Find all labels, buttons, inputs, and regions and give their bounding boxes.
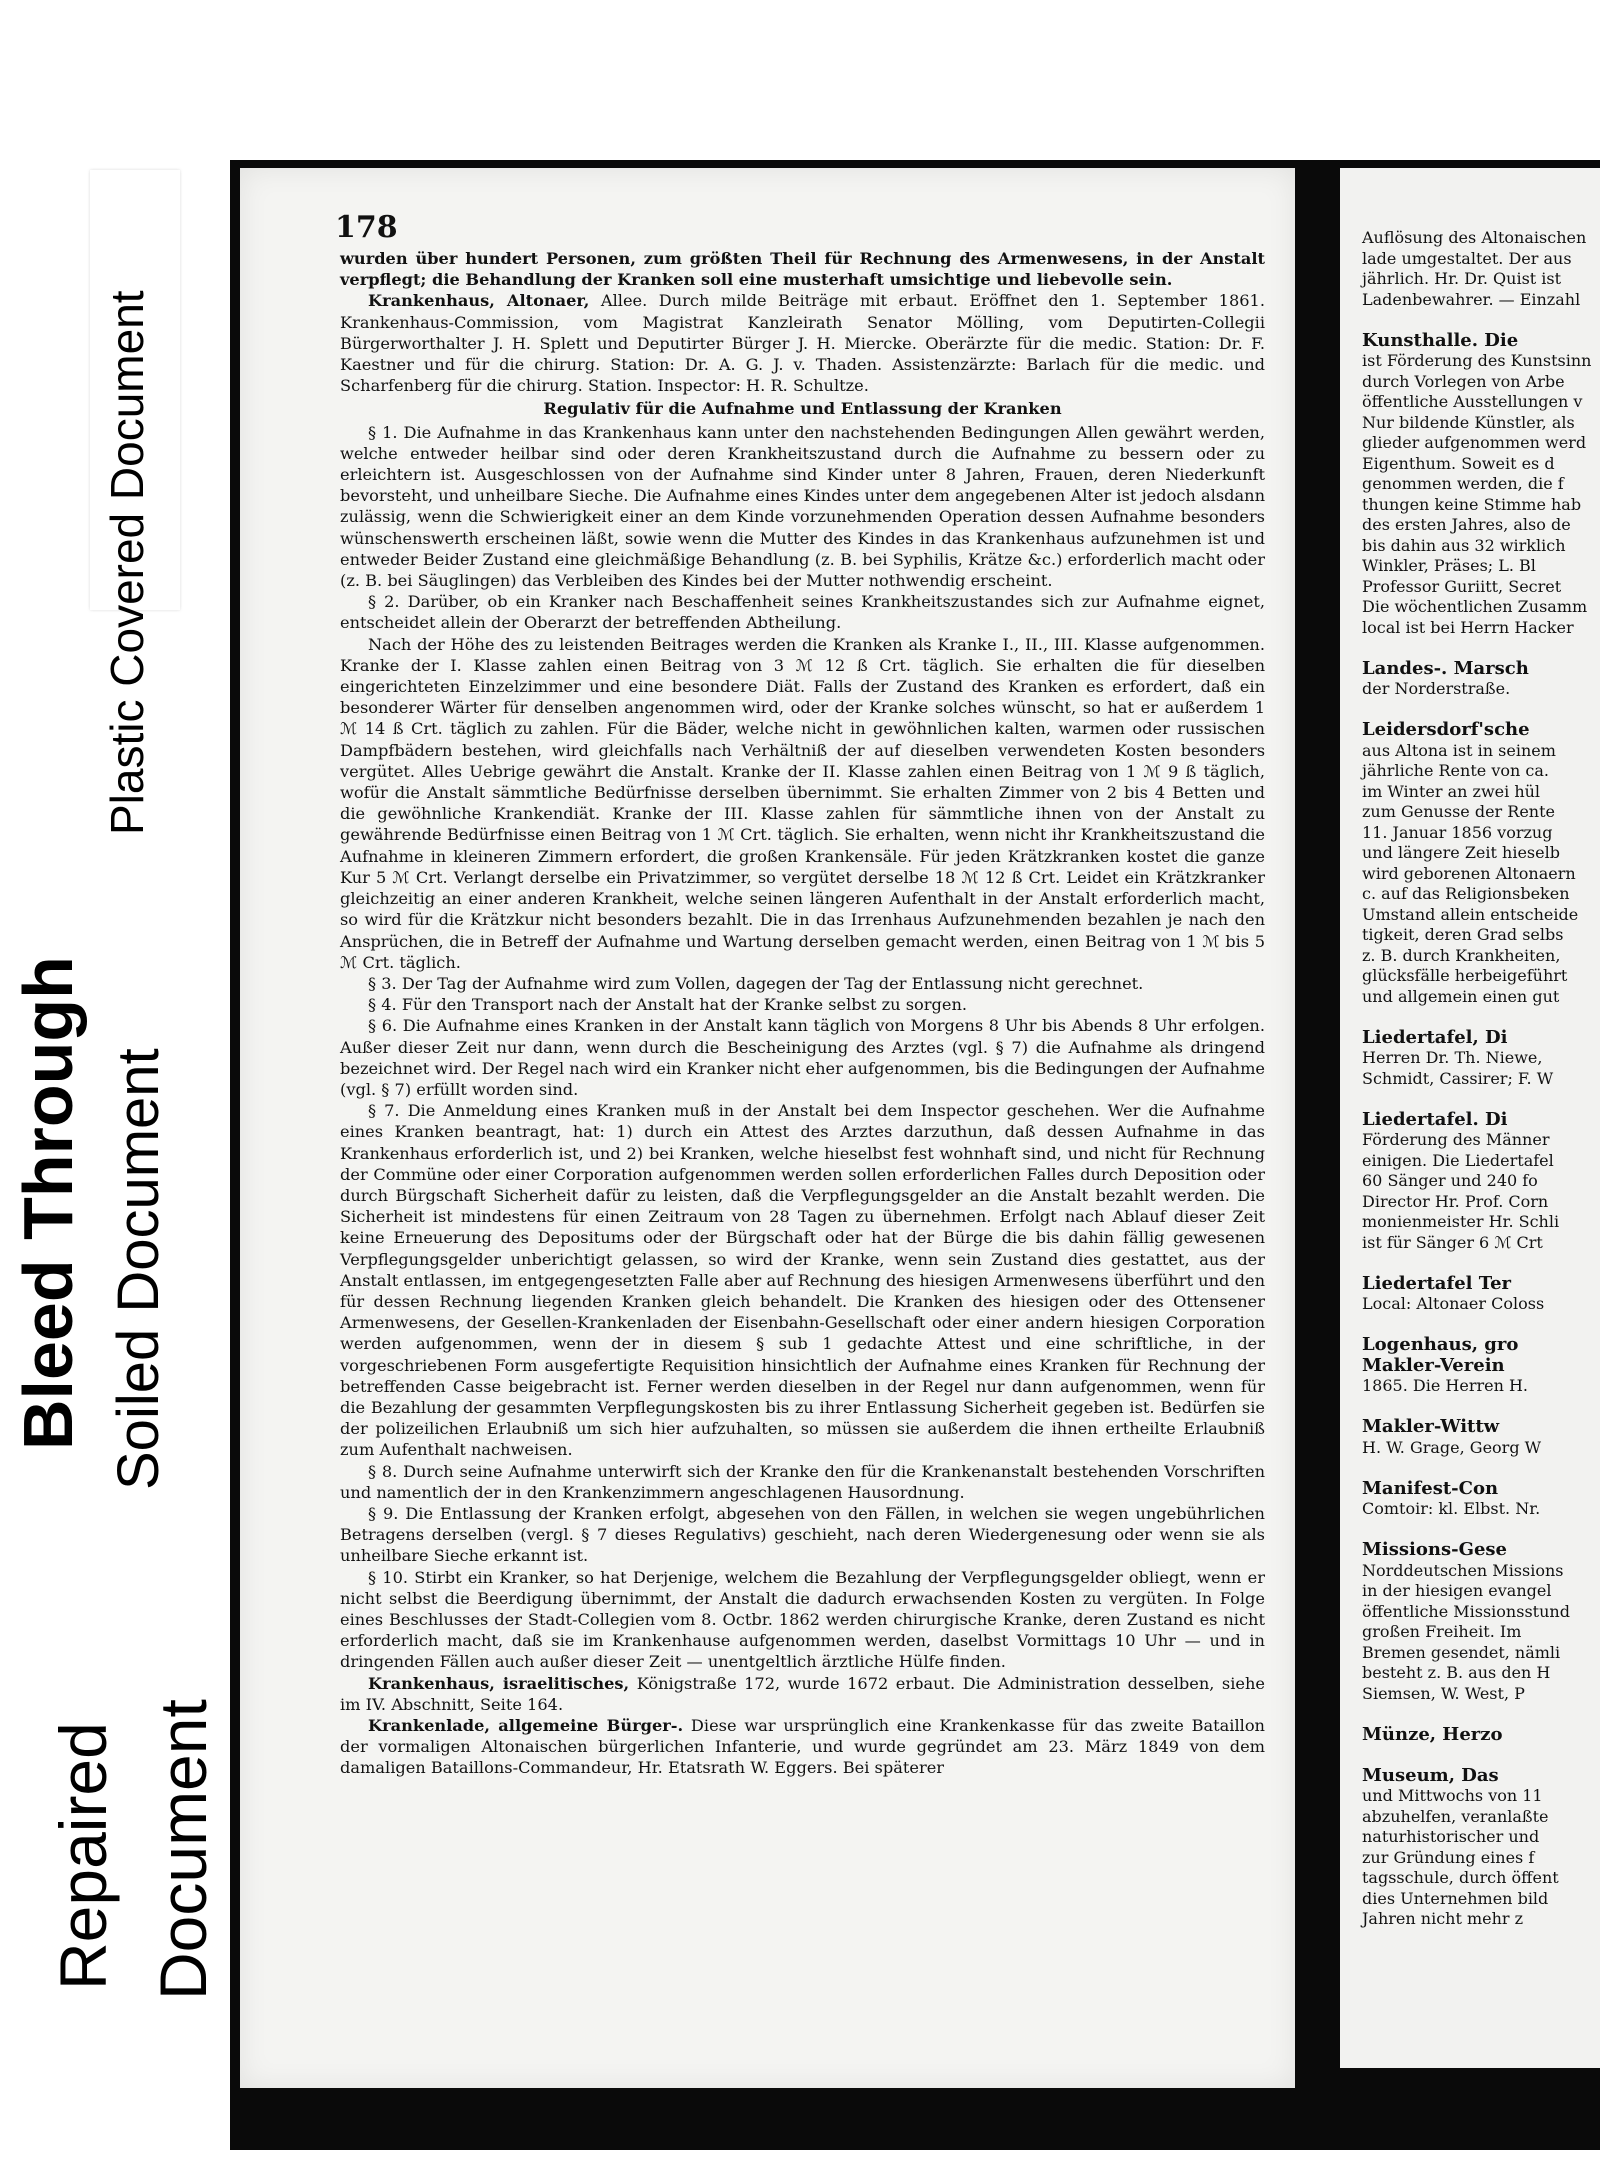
- section-8: § 8. Durch seine Aufnahme unterwirft sich der Kranke den für die Krankenanstalt bestehenden Vorschriften und namentlich der in den Krankenzimmern angeschlagenen Hausordnung.: [340, 1461, 1265, 1502]
- right-column-line: zur Gründung eines f: [1362, 1847, 1535, 1867]
- right-column-line: öffentliche Ausstellungen v: [1362, 392, 1583, 411]
- label-repaired-2: Document: [146, 1699, 220, 2000]
- right-column-line: und Mittwochs von 11: [1362, 1786, 1543, 1805]
- right-column-line: im Winter an zwei hül: [1362, 781, 1541, 801]
- main-column: [340, 248, 1265, 1779]
- section-6: § 6. Die Aufnahme eines Kranken in der Anstalt kann täglich von Morgens 8 Uhr bis Abends 8 Uhr erfolgen. Außer dieser Zeit nur dann, wenn durch die Bescheinigung des Arztes (vgl. § 7) die Aufnahme als dringend bezeichnet wird. Der Regel nach wird ein Kranker nicht eher aufgenommen, bis die Bedingungen der Aufnahme (vgl. § 7) erfüllt worden sind.: [340, 1016, 1265, 1099]
- right-column-line: bis dahin aus 32 wirklich: [1362, 535, 1566, 555]
- section-4: § 4. Für den Transport nach der Anstalt hat der Kranke selbst zu sorgen.: [368, 995, 968, 1015]
- entry-krankenlade: [340, 1715, 1265, 1779]
- page-number: 178: [335, 210, 398, 245]
- right-column-line: [1362, 1520, 1600, 1541]
- right-column-line: Liedertafel Ter: [1362, 1272, 1512, 1294]
- right-column-line: großen Freiheit. Im: [1362, 1622, 1522, 1641]
- label-strips: [0, 0, 230, 2177]
- right-column-line: Liedertafel. Di: [1362, 1108, 1508, 1130]
- right-column-line: Local: Altonaer Coloss: [1362, 1294, 1545, 1313]
- right-column-line: abzuhelfen, veranlaßte: [1362, 1806, 1549, 1826]
- right-column-line: durch Vorlegen von Arbe: [1362, 371, 1565, 391]
- right-column-line: Makler-Verein: [1362, 1354, 1505, 1376]
- lade-text: Diese war ursprünglich eine Krankenkasse für das zweite Bataillon der vormaligen Altonaischen bürgerlichen Infanterie, und wurde gegründet am 23. März 1849 von dem damaligen Bataillons-Commandeur, Hr. Etatsrath W. Eggers. Bei späterer: [340, 1716, 1265, 1778]
- section-9: § 9. Die Entlassung der Kranken erfolgt, abgesehen von den Fällen, in welchen sie wegen ungebührlichen Betragens derselben (vergl. § 7 dieses Regulativs) geschieht, nach deren Wiedergenesung oder wenn sie als unheilbare Sieche erkannt ist.: [340, 1503, 1265, 1566]
- right-column-line: monienmeister Hr. Schli: [1362, 1212, 1560, 1231]
- right-column-line: naturhistorischer und: [1362, 1827, 1540, 1846]
- right-column-line: Director Hr. Prof. Corn: [1362, 1191, 1549, 1211]
- right-column-line: 11. Januar 1856 vorzug: [1362, 822, 1553, 842]
- right-column-line: thungen keine Stimme hab: [1362, 494, 1582, 514]
- right-column-line: besteht z. B. aus den H: [1362, 1663, 1551, 1682]
- right-column-line: Makler-Wittw: [1362, 1416, 1500, 1437]
- right-column-line: 1865. Die Herren H.: [1362, 1376, 1529, 1395]
- right-column-line: glieder aufgenommen werd: [1362, 433, 1587, 452]
- right-column-line: H. W. Grage, Georg W: [1362, 1437, 1542, 1457]
- right-column-line: [1362, 1253, 1600, 1274]
- right-column-line: der Norderstraße.: [1362, 679, 1511, 698]
- right-column-line: in der hiesigen evangel: [1362, 1581, 1552, 1600]
- right-column-line: Schmidt, Cassirer; F. W: [1362, 1068, 1554, 1088]
- right-column-line: Logenhaus, gro: [1362, 1334, 1519, 1355]
- right-column-line: Herren Dr. Th. Niewe,: [1362, 1048, 1543, 1067]
- right-column-line: [1362, 310, 1600, 331]
- right-column-line: Comtoir: kl. Elbst. Nr.: [1362, 1499, 1541, 1518]
- right-column: [1362, 228, 1600, 1930]
- right-column-line: und längere Zeit hieselb: [1362, 843, 1560, 862]
- section-1: § 1. Die Aufnahme in das Krankenhaus kann unter den nachstehenden Bedingungen Allen gewährt werden, welche entweder heilbar sind oder deren Krankheitszustand durch die Aufnahme zu bessern oder zu erleichtern ist. Ausgeschlossen von der Aufnahme sind Kinder unter 8 Jahren, Frauen, deren Niederkunft bevorsteht, und unheilbare Sieche. Die Aufnahme eines Kindes unter dem angegebenen Alter ist jedoch alsdann zulässig, wenn die Schwierigkeit einer an dem Kinde vorzunehmenden Operation dessen Aufnahme besonders wünschenswerth erscheinen läßt, sowie wenn die Mutter des Kindes in das Krankenhaus aufzunehmen ist und entweder Beider Zustand eine gleichmäßige Behandlung (z. B. bei Syphilis, Krätze &c.) erforderlich macht oder (z. B. bei Säuglingen) das Verbleiben des Kindes bei der Mutter nothwendig erscheint.: [340, 422, 1265, 591]
- section-3: § 3. Der Tag der Aufnahme wird zum Vollen, dagegen der Tag der Entlassung nicht gerechnet.: [368, 973, 1144, 993]
- right-column-line: jährliche Rente von ca.: [1362, 761, 1549, 780]
- right-column-line: Bremen gesendet, nämli: [1362, 1642, 1561, 1662]
- right-column-line: tigkeit, deren Grad selbs: [1362, 925, 1564, 944]
- right-column-line: z. B. durch Krankheiten,: [1362, 945, 1561, 965]
- right-column-line: Professor Guriitt, Secret: [1362, 576, 1562, 596]
- right-column-line: 60 Sänger und 240 fo: [1362, 1171, 1538, 1190]
- label-repaired-1: Repaired: [46, 1722, 120, 1990]
- right-column-line: [1362, 1704, 1600, 1725]
- right-column-line: Landes-. Marsch: [1362, 657, 1529, 679]
- entry-altona-hospital: [340, 290, 1265, 396]
- right-column-line: Kunsthalle. Die: [1362, 329, 1519, 351]
- right-column-line: dies Unternehmen bild: [1362, 1888, 1549, 1908]
- right-column-line: Münze, Herzo: [1362, 1723, 1503, 1745]
- israel-title: Krankenhaus, israelitisches,: [368, 1673, 630, 1693]
- right-column-line: des ersten Jahres, also de: [1362, 515, 1571, 534]
- right-column-line: öffentliche Missionsstund: [1362, 1601, 1570, 1621]
- right-column-line: genommen werden, die f: [1362, 474, 1564, 493]
- right-column-line: einigen. Die Liedertafel: [1362, 1150, 1554, 1170]
- entry-israelite-hospital: [340, 1673, 1265, 1715]
- right-column-line: Missions-Gese: [1362, 1539, 1507, 1560]
- right-column-line: Ladenbewahrer. — Einzahl: [1362, 289, 1581, 309]
- right-column-line: ist für Sänger 6 ℳ Crt: [1362, 1232, 1543, 1252]
- right-column-line: Norddeutschen Missions: [1362, 1560, 1564, 1580]
- right-column-line: tagsschule, durch öffent: [1362, 1868, 1559, 1887]
- right-column-line: und allgemein einen gut: [1362, 986, 1560, 1006]
- right-column-line: jährlich. Hr. Dr. Quist ist: [1362, 269, 1562, 288]
- right-column-line: lade umgestaltet. Der aus: [1362, 248, 1572, 268]
- intro-paragraph: wurden über hundert Personen, zum größten Theil für Rechnung des Armenwesens, in der Anstalt verpflegt; die Behandlung der Kranken soll eine musterhaft umsichtige und liebevolle sein.: [340, 249, 1265, 290]
- regulativ-heading: Regulativ für die Aufnahme und Entlassung der Kranken: [543, 399, 1062, 419]
- right-column-line: [1362, 1745, 1600, 1766]
- right-column-line: Auflösung des Altonaischen: [1362, 228, 1587, 247]
- right-column-line: Liedertafel, Di: [1362, 1026, 1508, 1048]
- label-soiled: Soiled Document: [106, 1048, 171, 1490]
- section-10: § 10. Stirbt ein Kranker, so hat Derjenige, welchem die Bezahlung der Verpflegungsgelder obliegt, wenn er nicht selbst die Beerdigung übernimmt, der Anstalt die dadurch erwachsenden Kosten zu vergüten. In Folge eines Beschlusses der Stadt-Collegien vom 8. Octbr. 1862 werden chirurgische Kranke, deren Zustand es nicht erforderlich macht, daß sie im Krankenhause aufgenommen werden, daselbst Vormittags 10 Uhr — und in dringenden Fällen auch außer dieser Zeit — unentgeltlich ärztliche Hülfe finden.: [340, 1567, 1265, 1672]
- section-7: § 7. Die Anmeldung eines Kranken muß in der Anstalt bei dem Inspector geschehen. Wer die Aufnahme eines Kranken beantragt, hat: 1) durch ein Attest des Arztes darzuthun, daß dessen Aufnahme in das Krankenhaus erforderlich ist, und 2) bei Kranken, welche hieselbst fest wohnhaft sind, und nicht für Rechnung der Commüne oder einer Corporation aufgenommen werden sollen erforderlichen Falles durch Deposition oder durch Bürgschaft Sicherheit dafür zu leisten, daß die Verpflegungsgelder an die Anstalt bezahlt werden. Die Sicherheit ist mindestens für einen Zeitraum von 28 Tagen zu übernehmen. Erfolgt nach Ablauf dieser Zeit keine Erneuerung des Depositums oder der Bürgschaft oder hat der Bürge die bis dahin fällig gewesenen Verpflegungsgelder unberichtigt gelassen, so wird der Kranke, wenn sein Zustand dies gestattet, aus der Anstalt entlassen, im entgegengesetzten Falle aber auf Rechnung des hiesigen Armenwesens überführt und den für dessen Rechnung liegenden Kranken gleich behandelt. Die Kranken des hiesigen oder des Ottensener Armenwesens, der Gesellen-Krankenladen der Eisenbahn-Gesellschaft oder einer andern hiesigen Corporation werden aufgenommen, wenn der in diesem § sub 1 gedachte Attest und eine schriftliche, in der vorgeschriebenen Form ausgefertigte Requisition hinsichtlich der Aufnahme eines Kranken für Rechnung der betreffenden Casse beigebracht ist. Ferner werden dieselben in der Regel nur dann aufgenommen, wenn für die Bezahlung der gesammten Verpflegungskosten bis zu ihrer Entlassung Sicherheit gegeben ist. Bedürfen sie der polizeilichen Erlaubniß um sich hier aufzuhalten, so müssen sie außerdem die ihnen ertheilte Erlaubniß zum Aufenthalt nachweisen.: [340, 1101, 1265, 1460]
- right-column-line: Förderung des Männer: [1362, 1130, 1550, 1149]
- section-2: § 2. Darüber, ob ein Kranker nach Beschaffenheit seines Krankheitszustandes sich zur Aufnahme eignet, entscheidet allein der Oberarzt der betreffenden Abtheilung.: [340, 592, 1265, 633]
- entry-title: Krankenhaus, Altonaer,: [368, 291, 590, 311]
- right-column-line: ist Förderung des Kunstsinn: [1362, 351, 1592, 370]
- right-column-line: Museum, Das: [1362, 1764, 1499, 1786]
- right-column-line: [1362, 700, 1600, 721]
- right-column-line: [1362, 1315, 1600, 1336]
- right-column-line: local ist bei Herrn Hacker: [1362, 617, 1574, 637]
- right-column-line: aus Altona ist in seinem: [1362, 740, 1556, 760]
- right-column-line: Winkler, Präses; L. Bl: [1362, 556, 1536, 575]
- entry-text: Allee. Durch milde Beiträge mit erbaut. Eröffnet den 1. September 1861. Krankenhaus-Commission, vom Magistrat Kanzleirath Senator Mölling, vom Deputirten-Collegii Bürgerworthalter J. H. Splett und Deputirter Bürger J. H. Miercke. Oberärzte für die medic. Station: Dr. F. Kaestner und für die chirurg. Station: Dr. A. G. J. v. Thaden. Assistenzärzte: Barlach für die medic. und Scharfenberg für die chirurg. Station. Inspector: H. R. Schultze.: [340, 291, 1265, 396]
- label-plastic: Plastic Covered Document: [101, 290, 153, 835]
- right-column-line: zum Genusse der Rente: [1362, 802, 1555, 821]
- right-column-line: [1362, 1397, 1600, 1418]
- right-column-line: Siemsen, W. West, P: [1362, 1683, 1525, 1703]
- israel-text: Königstraße 172, wurde 1672 erbaut. Die Administration desselben, siehe im IV. Abschnitt, Seite 164.: [340, 1673, 1265, 1714]
- right-column-line: Leidersdorf'sche: [1362, 719, 1530, 740]
- right-column-line: Die wöchentlichen Zusamm: [1362, 597, 1588, 616]
- right-column-line: wird geborenen Altonaern: [1362, 863, 1576, 883]
- right-column-line: Manifest-Con: [1362, 1477, 1499, 1499]
- right-column-line: [1362, 1089, 1600, 1110]
- right-column-line: [1362, 638, 1600, 659]
- right-column-line: glücksfälle herbeigeführt: [1362, 966, 1568, 985]
- right-column-line: Eigenthum. Soweit es d: [1362, 453, 1555, 473]
- right-column-line: Jahren nicht mehr z: [1362, 1909, 1524, 1928]
- label-bleed: Bleed Through: [9, 956, 87, 1450]
- right-column-line: [1362, 1458, 1600, 1479]
- right-column-line: Umstand allein entscheide: [1362, 904, 1579, 924]
- right-column-line: c. auf das Religionsbeken: [1362, 884, 1570, 903]
- lade-title: Krankenlade, allgemeine Bürger-.: [368, 1716, 684, 1736]
- section-2-fees: Nach der Höhe des zu leistenden Beitrages werden die Kranken als Kranke I., II., III. Klasse aufgenommen. Kranke der I. Klasse zahlen einen Beitrag von 3 ℳ 12 ß Crt. täglich. Sie erhalten die für dieselben eingerichteten Einzelzimmer und eine besondere Diät. Falls der Zustand des Kranken es erfordert, daß ein besonderer Wärter für denselben angenommen wird, oder der Kranke solches wünscht, so hat er außerdem 1 ℳ 14 ß Crt. täglich zu zahlen. Für die Bäder, welche nicht in gewöhnlichen kalten, warmen oder russischen Dampfbädern bestehen, wird gleichfalls nach Verhältniß der auf dieselben verwendeten Kosten besonders vergütet. Alles Uebrige gewährt die Anstalt. Kranke der II. Klasse zahlen einen Beitrag von 1 ℳ 9 ß täglich, wofür die Anstalt sämmtliche Bedürfnisse derselben übernimmt. Sie erhalten Zimmer von 2 bis 4 Betten und die gewöhnliche Krankendiät. Kranke der III. Klasse zahlen für sämmtliche ihnen von der Anstalt zu gewährende Bedürfnisse einen Beitrag von 1 ℳ Crt. täglich. Sie erhalten, wenn nicht ihr Krankheitszustand die Aufnahme in kleineren Zimmern erfordert, die großen Krankensäle. Für jeden Krätzkranken kostet die ganze Kur 5 ℳ Crt. Verlangt derselbe ein Privatzimmer, so vergütet derselbe 18 ℳ 12 ß Crt. Leidet ein Krätzkranker gleichzeitig an einer anderen Krankheit, welche seinen längeren Aufenthalt in der Anstalt erforderlich macht, so wird für die Krätzkur nicht besonders bezahlt. Die in das Irrenhaus Aufzunehmenden bezahlen je nach den Ansprüchen, die in Betreff der Aufnahme und Wartung derselben gemacht werden, einen Beitrag von 1 ℳ bis 5 ℳ Crt. täglich.: [340, 634, 1265, 972]
- right-column-line: [1362, 1007, 1600, 1028]
- right-column-line: Nur bildende Künstler, als: [1362, 412, 1575, 432]
